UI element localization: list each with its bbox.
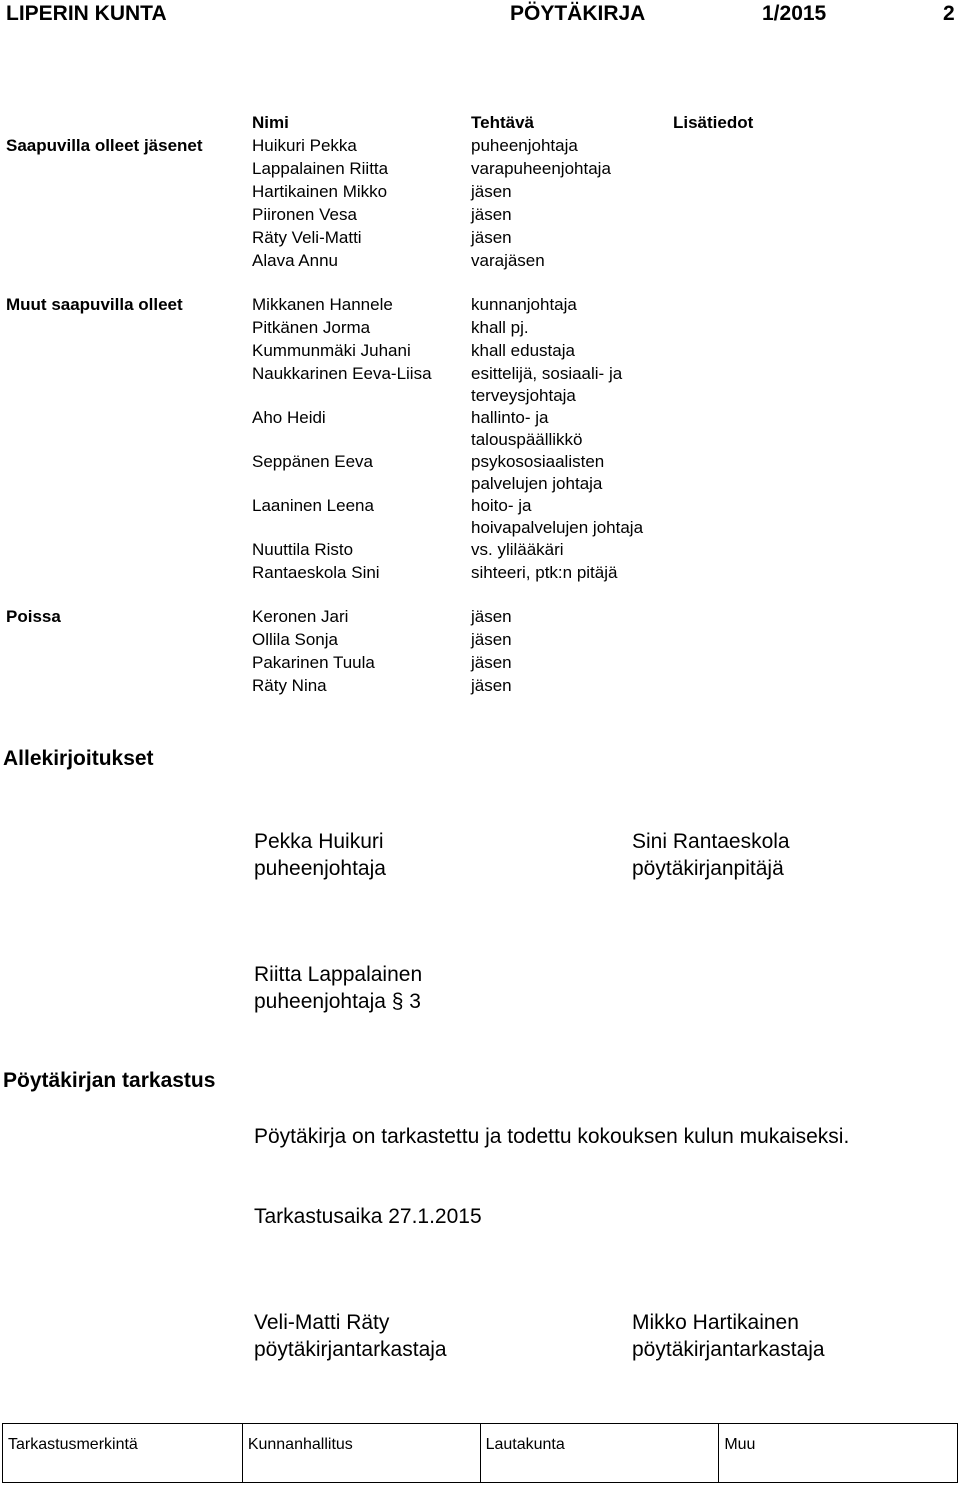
absent-role: jäsen bbox=[471, 607, 512, 626]
municipality-name: LIPERIN KUNTA bbox=[6, 2, 167, 25]
member-role: jäsen bbox=[471, 205, 512, 224]
member-name: Huikuri Pekka bbox=[252, 136, 357, 155]
attendee-role-continued: talouspäällikkö bbox=[471, 430, 583, 449]
attendee-role: hoito- ja bbox=[471, 496, 532, 515]
footer-cell-review-marking: Tarkastusmerkintä bbox=[3, 1424, 243, 1483]
attendee-role: sihteeri, ptk:n pitäjä bbox=[471, 563, 618, 582]
attendee-role: kunnanjohtaja bbox=[471, 295, 577, 314]
member-name: Räty Veli-Matti bbox=[252, 228, 362, 247]
document-type: PÖYTÄKIRJA bbox=[510, 2, 646, 25]
signature-1-name: Pekka Huikuri bbox=[254, 830, 384, 853]
member-name: Lappalainen Riitta bbox=[252, 159, 389, 178]
reviewer-1-name: Veli-Matti Räty bbox=[254, 1311, 390, 1334]
footer-cell-other: Muu bbox=[719, 1424, 958, 1483]
attendee-name: Mikkanen Hannele bbox=[252, 295, 393, 314]
attendee-role: esittelijä, sosiaali- ja bbox=[471, 364, 623, 383]
member-role: puheenjohtaja bbox=[471, 136, 578, 155]
attendee-role-continued: hoivapalvelujen johtaja bbox=[471, 518, 644, 537]
signature-3-name: Riitta Lappalainen bbox=[254, 963, 423, 986]
attendee-role: hallinto- ja bbox=[471, 408, 549, 427]
member-name: Hartikainen Mikko bbox=[252, 182, 388, 201]
attendee-name: Rantaeskola Sini bbox=[252, 563, 380, 582]
review-marking-table bbox=[2, 1423, 958, 1483]
absent-name: Räty Nina bbox=[252, 676, 327, 695]
attendee-name: Pitkänen Jorma bbox=[252, 318, 371, 337]
member-role: jäsen bbox=[471, 182, 512, 201]
attendee-role: khall pj. bbox=[471, 318, 529, 337]
absent-label: Poissa bbox=[6, 607, 61, 626]
absent-role: jäsen bbox=[471, 676, 512, 695]
signature-2-role: pöytäkirjanpitäjä bbox=[632, 857, 784, 880]
attendee-name: Laaninen Leena bbox=[252, 496, 374, 515]
signature-3-role: puheenjohtaja § 3 bbox=[254, 990, 421, 1013]
present-members-label: Saapuvilla olleet jäsenet bbox=[6, 136, 203, 155]
absent-name: Ollila Sonja bbox=[252, 630, 338, 649]
attendee-name: Nuuttila Risto bbox=[252, 540, 354, 559]
attendee-role: khall edustaja bbox=[471, 341, 575, 360]
attendee-name: Aho Heidi bbox=[252, 408, 326, 427]
signature-1-role: puheenjohtaja bbox=[254, 857, 386, 880]
attendee-name: Seppänen Eeva bbox=[252, 452, 373, 471]
column-header-name: Nimi bbox=[252, 113, 289, 132]
absent-role: jäsen bbox=[471, 630, 512, 649]
member-role: varapuheenjohtaja bbox=[471, 159, 611, 178]
member-role: jäsen bbox=[471, 228, 512, 247]
absent-role: jäsen bbox=[471, 653, 512, 672]
reviewer-2-name: Mikko Hartikainen bbox=[632, 1311, 799, 1334]
attendee-name: Kummunmäki Juhani bbox=[252, 341, 411, 360]
review-time: Tarkastusaika 27.1.2015 bbox=[254, 1205, 482, 1228]
attendee-role: psykososiaalisten bbox=[471, 452, 605, 471]
reviewer-1-role: pöytäkirjantarkastaja bbox=[254, 1338, 447, 1361]
column-header-role: Tehtävä bbox=[471, 113, 534, 132]
review-statement: Pöytäkirja on tarkastettu ja todettu kokouksen kulun mukaiseksi. bbox=[254, 1125, 850, 1148]
absent-name: Keronen Jari bbox=[252, 607, 349, 626]
member-name: Piironen Vesa bbox=[252, 205, 357, 224]
attendee-role-continued: palvelujen johtaja bbox=[471, 474, 603, 493]
page-number: 2 bbox=[943, 2, 955, 25]
attendee-role: vs. ylilääkäri bbox=[471, 540, 564, 559]
footer-cell-committee: Lautakunta bbox=[480, 1424, 719, 1483]
document-number: 1/2015 bbox=[762, 2, 827, 25]
signature-2-name: Sini Rantaeskola bbox=[632, 830, 790, 853]
member-name: Alava Annu bbox=[252, 251, 339, 270]
others-present-label: Muut saapuvilla olleet bbox=[6, 295, 183, 314]
signatures-heading: Allekirjoitukset bbox=[3, 747, 154, 770]
review-heading: Pöytäkirjan tarkastus bbox=[3, 1069, 216, 1092]
absent-name: Pakarinen Tuula bbox=[252, 653, 375, 672]
member-role: varajäsen bbox=[471, 251, 545, 270]
attendee-role-continued: terveysjohtaja bbox=[471, 386, 576, 405]
footer-cell-municipal-board: Kunnanhallitus bbox=[242, 1424, 480, 1483]
attendee-name: Naukkarinen Eeva-Liisa bbox=[252, 364, 432, 383]
column-header-info: Lisätiedot bbox=[673, 113, 754, 132]
reviewer-2-role: pöytäkirjantarkastaja bbox=[632, 1338, 825, 1361]
